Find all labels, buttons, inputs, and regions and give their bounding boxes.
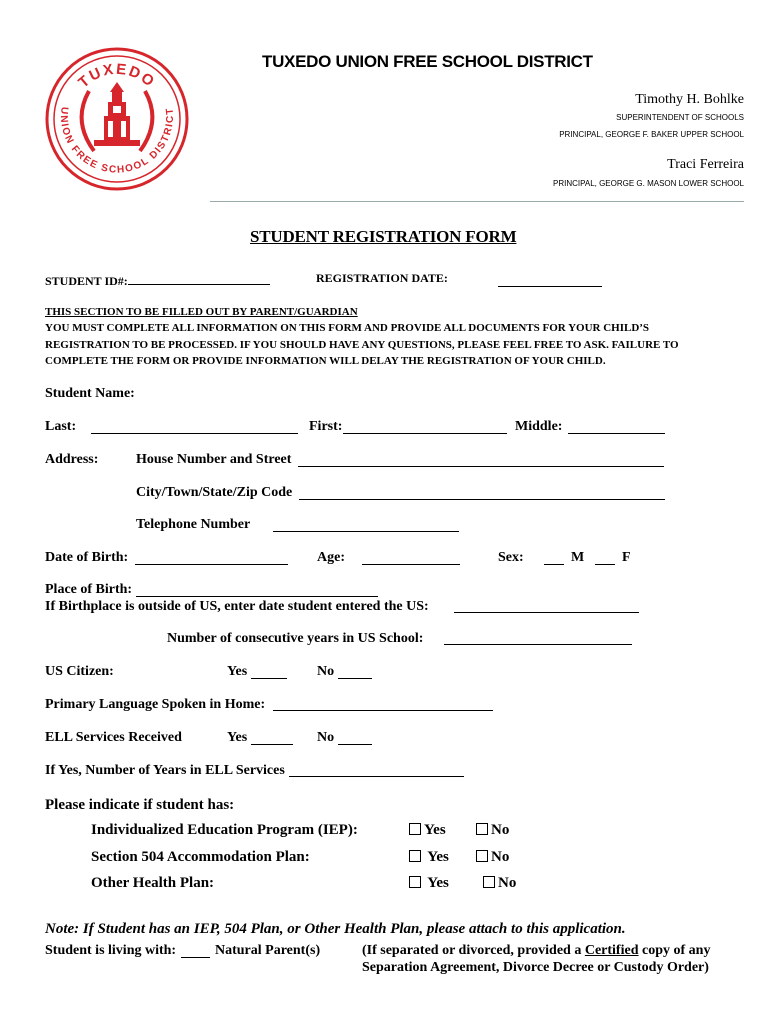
citizen-no-field[interactable]	[338, 665, 372, 679]
checkbox-icon	[476, 823, 488, 835]
natural-parent-label: Natural Parent(s)	[215, 943, 321, 958]
registration-date-label: REGISTRATION DATE:	[316, 271, 448, 285]
checkbox-icon	[476, 850, 488, 862]
principal-lower-title: PRINCIPAL, GEORGE G. MASON LOWER SCHOOL	[553, 179, 744, 188]
schoolhouse-icon	[94, 82, 140, 146]
instructions-line-2: REGISTRATION TO BE PROCESSED. IF YOU SHOULD HAVE ANY QUESTIONS, PLEASE FEEL FREE TO ASK. FAILURE TO	[45, 339, 679, 351]
checkbox-icon	[409, 823, 421, 835]
sex-label: Sex:	[498, 550, 524, 565]
principal-upper-title: PRINCIPAL, GEORGE F. BAKER UPPER SCHOOL	[559, 130, 744, 139]
city-label: City/Town/State/Zip Code	[136, 485, 293, 500]
ohp-label: Other Health Plan:	[91, 875, 215, 891]
form-title: STUDENT REGISTRATION FORM	[250, 227, 517, 246]
seal-top-text: TUXEDO	[75, 60, 159, 92]
sex-m-label: M	[571, 550, 585, 565]
ohp-no-checkbox[interactable]: No	[483, 875, 516, 892]
indicate-heading: Please indicate if student has:	[45, 797, 235, 813]
city-field[interactable]	[299, 486, 665, 500]
first-label: First:	[309, 419, 343, 434]
student-id-row	[45, 271, 270, 289]
citizen-yes-label: Yes	[227, 664, 248, 679]
iep-label: Individualized Education Program (IEP):	[91, 822, 358, 838]
ell-no-field[interactable]	[338, 731, 372, 745]
superintendent-title: SUPERINTENDENT OF SCHOOLS	[616, 113, 744, 122]
sex-m-field[interactable]	[544, 551, 564, 565]
living-label: Student is living with:	[45, 943, 177, 958]
sex-f-label: F	[622, 550, 631, 565]
ell-years-field[interactable]	[289, 763, 464, 777]
section-label: THIS SECTION TO BE FILLED OUT BY PARENT/GUARDIAN	[45, 306, 358, 318]
language-label: Primary Language Spoken in Home:	[45, 697, 266, 712]
living-field[interactable]	[181, 944, 210, 958]
sec504-yes-checkbox[interactable]: Yes	[409, 849, 449, 866]
years-us-label: Number of consecutive years in US School:	[167, 631, 424, 646]
ell-no-label: No	[317, 730, 335, 745]
phone-field[interactable]	[273, 518, 459, 532]
sec504-no-checkbox[interactable]: No	[476, 849, 509, 866]
middle-label: Middle:	[515, 419, 563, 434]
ohp-yes-checkbox[interactable]: Yes	[409, 875, 449, 892]
outside-us-label: If Birthplace is outside of US, enter date student entered the US:	[45, 599, 429, 614]
checkbox-icon	[483, 876, 495, 888]
pob-field[interactable]	[136, 583, 378, 597]
checkbox-icon	[409, 850, 421, 862]
iep-no-checkbox[interactable]: No	[476, 822, 509, 839]
house-field[interactable]	[298, 453, 664, 467]
pob-label: Place of Birth:	[45, 582, 133, 597]
student-name-heading: Student Name:	[45, 386, 135, 401]
ell-label: ELL Services Received	[45, 730, 182, 745]
sec504-label: Section 504 Accommodation Plan:	[91, 849, 310, 865]
age-field[interactable]	[362, 551, 460, 565]
ell-years-label: If Yes, Number of Years in ELL Services	[45, 763, 285, 778]
district-seal	[44, 46, 190, 192]
registration-date-field[interactable]	[498, 273, 602, 287]
iep-yes-checkbox[interactable]: Yes	[409, 822, 446, 839]
first-name-field[interactable]	[343, 420, 507, 434]
superintendent-name: Timothy H. Bohlke	[635, 92, 744, 107]
ell-yes-field[interactable]	[251, 731, 293, 745]
house-label: House Number and Street	[136, 452, 292, 467]
instructions-line-1: YOU MUST COMPLETE ALL INFORMATION ON THIS FORM AND PROVIDE ALL DOCUMENTS FOR YOUR CHILD’S	[45, 322, 650, 334]
sex-f-field[interactable]	[595, 551, 615, 565]
student-id-field[interactable]	[128, 271, 270, 285]
language-field[interactable]	[273, 697, 493, 711]
citizen-no-label: No	[317, 664, 335, 679]
middle-name-field[interactable]	[568, 420, 665, 434]
outside-us-field[interactable]	[454, 599, 639, 613]
header-divider	[210, 201, 744, 202]
last-label: Last:	[45, 419, 77, 434]
years-us-field[interactable]	[444, 631, 632, 645]
dob-field[interactable]	[135, 551, 288, 565]
phone-label: Telephone Number	[136, 517, 251, 532]
principal-lower-name: Traci Ferreira	[667, 157, 744, 172]
ell-yes-label: Yes	[227, 730, 248, 745]
separation-line-1: (If separated or divorced, provided a Certified copy of any	[362, 943, 711, 958]
address-label: Address:	[45, 452, 99, 467]
attachment-note: Note: If Student has an IEP, 504 Plan, or Other Health Plan, please attach to this application.	[45, 921, 626, 937]
last-name-field[interactable]	[91, 420, 298, 434]
district-name: TUXEDO UNION FREE SCHOOL DISTRICT	[262, 52, 593, 71]
dob-label: Date of Birth:	[45, 550, 129, 565]
citizen-label: US Citizen:	[45, 664, 114, 679]
instructions-line-3: COMPLETE THE FORM OR PROVIDE INFORMATION WILL DELAY THE REGISTRATION OF YOUR CHILD.	[45, 355, 606, 367]
seal-ring-text: UNION FREE SCHOOL DISTRICT	[57, 106, 177, 176]
checkbox-icon	[409, 876, 421, 888]
student-id-label: STUDENT ID#:	[45, 274, 128, 288]
age-label: Age:	[317, 550, 345, 565]
separation-line-2: Separation Agreement, Divorce Decree or Custody Order)	[362, 960, 709, 975]
citizen-yes-field[interactable]	[251, 665, 287, 679]
